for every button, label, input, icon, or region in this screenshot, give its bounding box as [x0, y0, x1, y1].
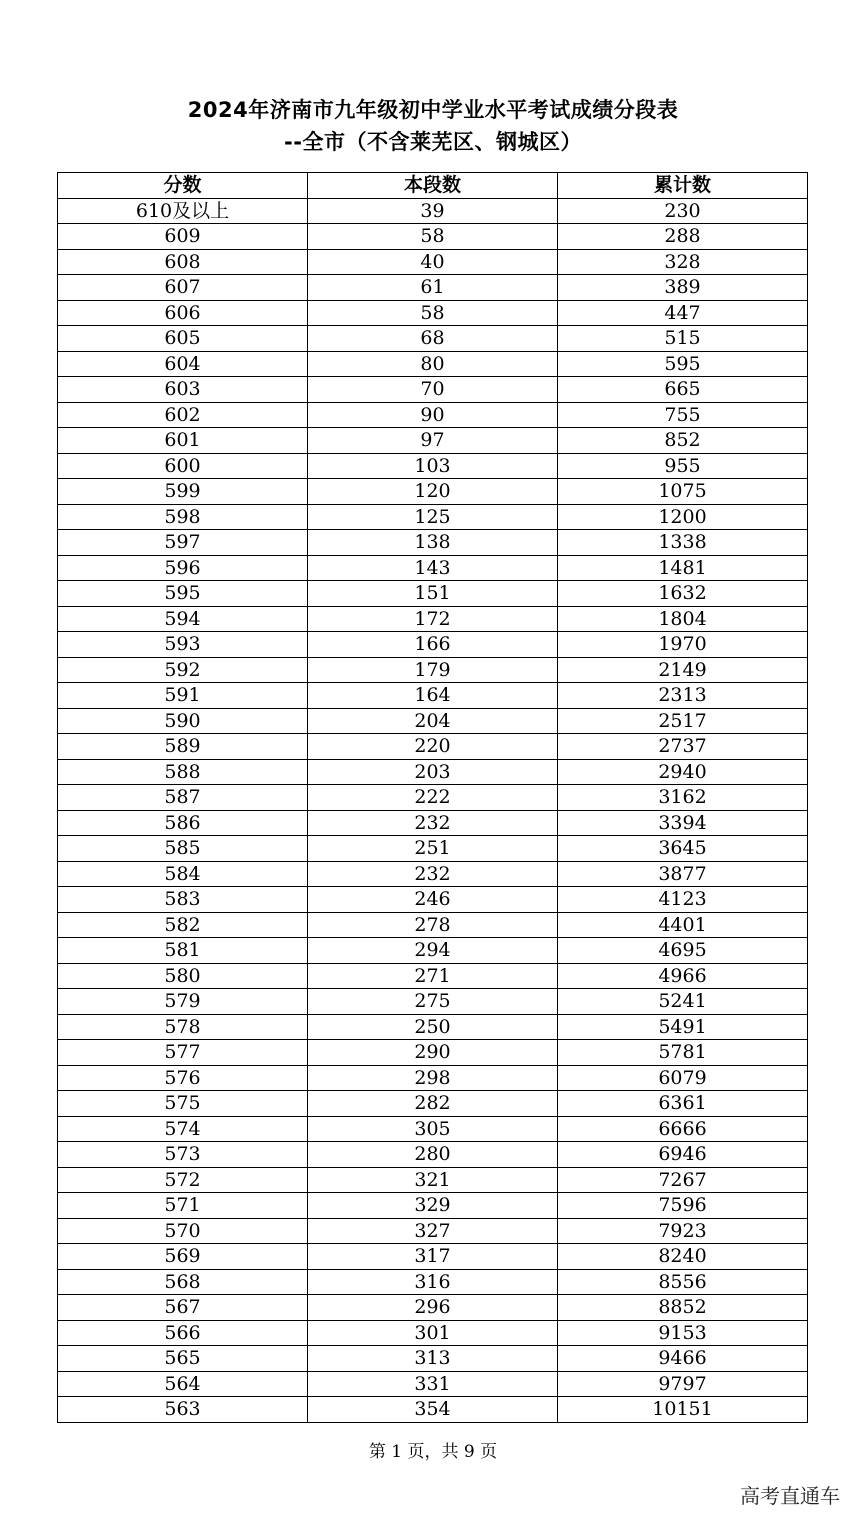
cell-cumulative-count: 8852 — [558, 1295, 808, 1321]
cell-score: 609 — [58, 224, 308, 250]
cell-segment-count: 172 — [308, 606, 558, 632]
cell-cumulative-count: 7596 — [558, 1193, 808, 1219]
cell-score: 593 — [58, 632, 308, 658]
cell-score: 587 — [58, 785, 308, 811]
table-row — [58, 1346, 808, 1372]
cell-score: 598 — [58, 504, 308, 530]
cell-cumulative-count: 1338 — [558, 530, 808, 556]
table-row — [58, 785, 808, 811]
cell-cumulative-count: 955 — [558, 453, 808, 479]
cell-score: 606 — [58, 300, 308, 326]
cell-segment-count: 39 — [308, 198, 558, 224]
cell-cumulative-count: 4966 — [558, 963, 808, 989]
cell-segment-count: 280 — [308, 1142, 558, 1168]
cell-cumulative-count: 3877 — [558, 861, 808, 887]
cell-segment-count: 251 — [308, 836, 558, 862]
cell-segment-count: 103 — [308, 453, 558, 479]
table-row — [58, 1397, 808, 1423]
table-row — [58, 734, 808, 760]
watermark-text: 高考直通车 — [740, 1484, 840, 1508]
table-row — [58, 1116, 808, 1142]
cell-score: 584 — [58, 861, 308, 887]
cell-segment-count: 97 — [308, 428, 558, 454]
cell-cumulative-count: 447 — [558, 300, 808, 326]
cell-cumulative-count: 1075 — [558, 479, 808, 505]
cell-segment-count: 282 — [308, 1091, 558, 1117]
table-row — [58, 1269, 808, 1295]
cell-segment-count: 70 — [308, 377, 558, 403]
cell-segment-count: 327 — [308, 1218, 558, 1244]
table-row — [58, 1040, 808, 1066]
cell-segment-count: 90 — [308, 402, 558, 428]
table-row — [58, 402, 808, 428]
cell-segment-count: 331 — [308, 1371, 558, 1397]
cell-cumulative-count: 1970 — [558, 632, 808, 658]
table-row — [58, 504, 808, 530]
cell-cumulative-count: 5491 — [558, 1014, 808, 1040]
table-row — [58, 963, 808, 989]
cell-cumulative-count: 6361 — [558, 1091, 808, 1117]
cell-score: 578 — [58, 1014, 308, 1040]
cell-segment-count: 296 — [308, 1295, 558, 1321]
table-row — [58, 428, 808, 454]
cell-cumulative-count: 9466 — [558, 1346, 808, 1372]
cell-score: 579 — [58, 989, 308, 1015]
cell-cumulative-count: 6666 — [558, 1116, 808, 1142]
cell-score: 565 — [58, 1346, 308, 1372]
cell-cumulative-count: 8240 — [558, 1244, 808, 1270]
cell-score: 601 — [58, 428, 308, 454]
column-header-cumulative-count: 累计数 — [558, 173, 808, 199]
cell-score: 569 — [58, 1244, 308, 1270]
table-row — [58, 1320, 808, 1346]
cell-cumulative-count: 3645 — [558, 836, 808, 862]
cell-segment-count: 120 — [308, 479, 558, 505]
table-row — [58, 1065, 808, 1091]
table-header-row — [58, 173, 808, 199]
column-header-segment-count: 本段数 — [308, 173, 558, 199]
cell-segment-count: 151 — [308, 581, 558, 607]
cell-score: 603 — [58, 377, 308, 403]
cell-cumulative-count: 595 — [558, 351, 808, 377]
cell-score: 586 — [58, 810, 308, 836]
cell-score: 575 — [58, 1091, 308, 1117]
table-row — [58, 1218, 808, 1244]
table-row — [58, 606, 808, 632]
cell-cumulative-count: 6946 — [558, 1142, 808, 1168]
cell-cumulative-count: 389 — [558, 275, 808, 301]
cell-segment-count: 164 — [308, 683, 558, 709]
cell-segment-count: 58 — [308, 224, 558, 250]
cell-score: 574 — [58, 1116, 308, 1142]
cell-score: 595 — [58, 581, 308, 607]
table-row — [58, 1193, 808, 1219]
cell-segment-count: 290 — [308, 1040, 558, 1066]
table-row — [58, 530, 808, 556]
cell-cumulative-count: 9797 — [558, 1371, 808, 1397]
cell-score: 573 — [58, 1142, 308, 1168]
table-row — [58, 249, 808, 275]
cell-cumulative-count: 5781 — [558, 1040, 808, 1066]
table-row — [58, 887, 808, 913]
cell-cumulative-count: 515 — [558, 326, 808, 352]
cell-score: 568 — [58, 1269, 308, 1295]
cell-cumulative-count: 2313 — [558, 683, 808, 709]
cell-cumulative-count: 6079 — [558, 1065, 808, 1091]
cell-score: 608 — [58, 249, 308, 275]
table-row — [58, 275, 808, 301]
table-row — [58, 912, 808, 938]
cell-score: 604 — [58, 351, 308, 377]
table-row — [58, 581, 808, 607]
document-title: 2024年济南市九年级初中学业水平考试成绩分段表 — [187, 98, 679, 122]
cell-cumulative-count: 2149 — [558, 657, 808, 683]
table-row — [58, 351, 808, 377]
cell-score: 588 — [58, 759, 308, 785]
cell-score: 582 — [58, 912, 308, 938]
table-row — [58, 1371, 808, 1397]
cell-score: 594 — [58, 606, 308, 632]
cell-score: 570 — [58, 1218, 308, 1244]
table-row — [58, 1167, 808, 1193]
cell-score: 563 — [58, 1397, 308, 1423]
table-row — [58, 1014, 808, 1040]
cell-segment-count: 354 — [308, 1397, 558, 1423]
table-row — [58, 810, 808, 836]
cell-cumulative-count: 230 — [558, 198, 808, 224]
cell-segment-count: 305 — [308, 1116, 558, 1142]
cell-cumulative-count: 1200 — [558, 504, 808, 530]
cell-cumulative-count: 755 — [558, 402, 808, 428]
table-row — [58, 326, 808, 352]
cell-cumulative-count: 1804 — [558, 606, 808, 632]
cell-score: 602 — [58, 402, 308, 428]
cell-segment-count: 166 — [308, 632, 558, 658]
column-header-score: 分数 — [58, 173, 308, 199]
cell-segment-count: 301 — [308, 1320, 558, 1346]
table-row — [58, 657, 808, 683]
cell-segment-count: 232 — [308, 810, 558, 836]
cell-segment-count: 138 — [308, 530, 558, 556]
cell-segment-count: 250 — [308, 1014, 558, 1040]
cell-cumulative-count: 852 — [558, 428, 808, 454]
cell-segment-count: 179 — [308, 657, 558, 683]
cell-score: 590 — [58, 708, 308, 734]
cell-segment-count: 204 — [308, 708, 558, 734]
cell-score: 607 — [58, 275, 308, 301]
cell-segment-count: 68 — [308, 326, 558, 352]
cell-segment-count: 222 — [308, 785, 558, 811]
cell-score: 597 — [58, 530, 308, 556]
cell-score: 592 — [58, 657, 308, 683]
cell-segment-count: 125 — [308, 504, 558, 530]
cell-segment-count: 294 — [308, 938, 558, 964]
cell-segment-count: 58 — [308, 300, 558, 326]
cell-cumulative-count: 2940 — [558, 759, 808, 785]
cell-score: 581 — [58, 938, 308, 964]
cell-score: 610及以上 — [58, 198, 308, 224]
cell-cumulative-count: 7267 — [558, 1167, 808, 1193]
score-distribution-table — [57, 172, 808, 1423]
cell-segment-count: 313 — [308, 1346, 558, 1372]
cell-score: 583 — [58, 887, 308, 913]
cell-cumulative-count: 5241 — [558, 989, 808, 1015]
document-subtitle: --全市（不含莱芜区、钢城区） — [284, 130, 582, 154]
cell-cumulative-count: 1481 — [558, 555, 808, 581]
cell-score: 596 — [58, 555, 308, 581]
cell-segment-count: 143 — [308, 555, 558, 581]
table-row — [58, 708, 808, 734]
cell-score: 567 — [58, 1295, 308, 1321]
cell-cumulative-count: 4401 — [558, 912, 808, 938]
cell-score: 580 — [58, 963, 308, 989]
table-row — [58, 377, 808, 403]
table-row — [58, 683, 808, 709]
cell-cumulative-count: 328 — [558, 249, 808, 275]
cell-cumulative-count: 665 — [558, 377, 808, 403]
cell-cumulative-count: 4695 — [558, 938, 808, 964]
cell-segment-count: 321 — [308, 1167, 558, 1193]
cell-segment-count: 278 — [308, 912, 558, 938]
cell-score: 564 — [58, 1371, 308, 1397]
cell-segment-count: 271 — [308, 963, 558, 989]
table-row — [58, 479, 808, 505]
cell-segment-count: 220 — [308, 734, 558, 760]
cell-cumulative-count: 3162 — [558, 785, 808, 811]
cell-score: 585 — [58, 836, 308, 862]
cell-score: 566 — [58, 1320, 308, 1346]
cell-score: 571 — [58, 1193, 308, 1219]
cell-segment-count: 40 — [308, 249, 558, 275]
table-row — [58, 1295, 808, 1321]
cell-cumulative-count: 288 — [558, 224, 808, 250]
table-row — [58, 453, 808, 479]
table-row — [58, 989, 808, 1015]
cell-cumulative-count: 10151 — [558, 1397, 808, 1423]
table-row — [58, 555, 808, 581]
cell-segment-count: 61 — [308, 275, 558, 301]
table-row — [58, 224, 808, 250]
table-row — [58, 836, 808, 862]
cell-segment-count: 80 — [308, 351, 558, 377]
cell-cumulative-count: 8556 — [558, 1269, 808, 1295]
cell-score: 572 — [58, 1167, 308, 1193]
cell-segment-count: 329 — [308, 1193, 558, 1219]
table-row — [58, 300, 808, 326]
cell-score: 589 — [58, 734, 308, 760]
table-row — [58, 861, 808, 887]
cell-score: 576 — [58, 1065, 308, 1091]
cell-cumulative-count: 3394 — [558, 810, 808, 836]
cell-segment-count: 298 — [308, 1065, 558, 1091]
cell-segment-count: 232 — [308, 861, 558, 887]
table-row — [58, 1091, 808, 1117]
cell-segment-count: 317 — [308, 1244, 558, 1270]
cell-cumulative-count: 2517 — [558, 708, 808, 734]
cell-cumulative-count: 4123 — [558, 887, 808, 913]
table-row — [58, 938, 808, 964]
cell-segment-count: 275 — [308, 989, 558, 1015]
cell-score: 599 — [58, 479, 308, 505]
table-row — [58, 1244, 808, 1270]
table-body — [58, 198, 808, 1422]
cell-segment-count: 316 — [308, 1269, 558, 1295]
cell-score: 605 — [58, 326, 308, 352]
cell-cumulative-count: 7923 — [558, 1218, 808, 1244]
cell-score: 600 — [58, 453, 308, 479]
table-row — [58, 198, 808, 224]
cell-cumulative-count: 2737 — [558, 734, 808, 760]
table-row — [58, 759, 808, 785]
cell-segment-count: 203 — [308, 759, 558, 785]
table-row — [58, 1142, 808, 1168]
table-row — [58, 632, 808, 658]
cell-cumulative-count: 9153 — [558, 1320, 808, 1346]
cell-score: 591 — [58, 683, 308, 709]
page-number: 第 1 页，共 9 页 — [368, 1442, 498, 1462]
cell-score: 577 — [58, 1040, 308, 1066]
cell-cumulative-count: 1632 — [558, 581, 808, 607]
cell-segment-count: 246 — [308, 887, 558, 913]
